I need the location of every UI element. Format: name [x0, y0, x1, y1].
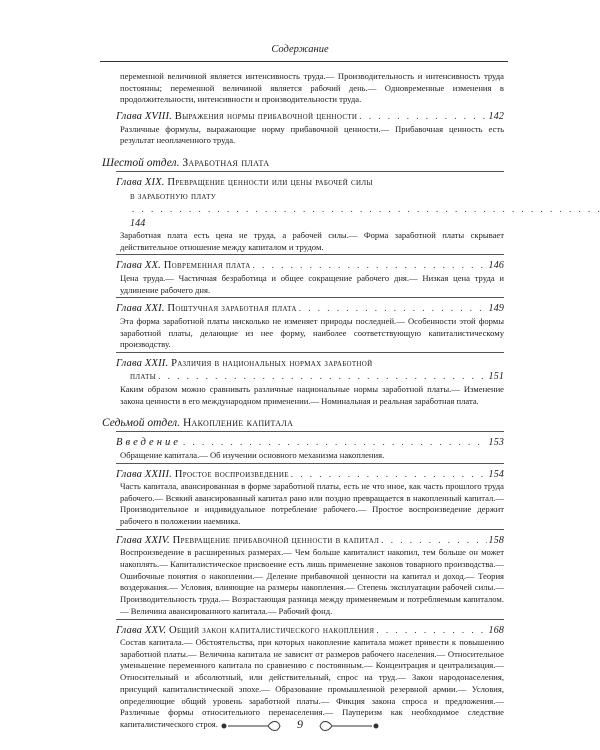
page-ref: 146: [488, 260, 504, 272]
toc-content: [102, 71, 504, 731]
section-label: Седьмой отдел.: [102, 417, 181, 430]
chapter-title: Повременная плата: [163, 260, 251, 272]
chapter-divider: [116, 352, 504, 353]
chapter-description: Обращение капитала.— Об изучении основного механизма накопления.: [120, 449, 385, 460]
chapter-title: Простое воспроизведение: [174, 468, 289, 480]
dot-leader: [359, 110, 486, 124]
chapter-description: Состав капитала.— Обстоятельства, при которых накопление капитала может привести к повышению заработной платы.— Величина капитала не зависит от размеров рабочего населения.— Относительное уменьшение переменного капитала по сравнению с постоянным.— Концентрация и централизация.— Относительный и абсолютный, или действительный, спрос на труд.— Закон народонаселения, присущий капиталистической эпохе.— Образование промышленной резервной армии.— Условия, определяющие общий уровень заработной платы.— Фикция закона спроса и предложения.— Различные формы относительного перенаселения.— Пауперизм как необходимое следствие капиталистического строя.: [120, 637, 504, 729]
chapter-title-line2: в заработную плату: [130, 190, 216, 202]
chapter-title-line2: платы: [130, 371, 157, 383]
chapter-20[interactable]: [116, 259, 504, 273]
chapter-divider: [116, 619, 504, 620]
chapter-title-line1: Превращение ценности или цены рабочей силы: [167, 177, 373, 189]
chapter-description: Эта форма заработной платы нисколько не изменяет природы последней.— Особенности этой формы заработной платы, делающие из нее форму, наиболее соответствующую капиталистическому производству.: [120, 315, 504, 350]
chapter-description: Цена труда.— Частичная безработица и общее сокращение рабочего дня.— Низкая цена труда и удлинение рабочего дня.: [120, 272, 504, 295]
chapter-divider: [116, 297, 504, 298]
chapter-21[interactable]: [116, 302, 504, 316]
chapter-divider: [116, 431, 504, 432]
page-ref: 151: [488, 371, 504, 383]
chapter-25[interactable]: [116, 624, 504, 638]
section-title: Накопление капитала: [182, 417, 294, 430]
dot-leader: [183, 436, 487, 450]
chapter-label: Глава XXII.: [116, 357, 169, 369]
chapter-22[interactable]: [116, 357, 504, 384]
chapter-label: Глава XIX.: [116, 177, 165, 189]
chapter-description: Воспроизведение в расширенных размерах.— Чем больше капиталист накопил, тем больше он может накоплять.— Капиталистическое присвоение есть лишь применение законов товарного производства.— Ошибочные понятия о накоплении.— Деление прибавочной ценности на капитал и доход.— Теория воздержания.— Условия, влияющие на размеры накопления.— Степень эксплуатации рабочей силы.— Производительность труда.— Возрастающая разница между применяемым и потребляемым капиталом.— Величина авансированного капитала.— Рабочий фонд.: [120, 547, 504, 616]
section-title: Заработная плата: [182, 157, 270, 170]
chapter-18[interactable]: [116, 110, 504, 124]
chapter-title-line1: Различия в национальных нормах заработной: [171, 357, 373, 369]
chapter-label: Глава XXV.: [116, 624, 167, 636]
chapter-title: Поштучная заработная плата: [167, 303, 297, 315]
page-ref: 149: [488, 303, 504, 315]
intro-label: Введение: [116, 437, 181, 449]
dot-leader: [299, 302, 487, 316]
chapter-description: Различные формулы, выражающие норму прибавочной ценности.— Прибавочная ценность есть результат неоплаченного труда.: [120, 123, 504, 146]
chapter-title: Превращение прибавочной ценности в капитал: [172, 534, 380, 546]
chapter-label: Глава XX.: [116, 260, 161, 272]
chapter-divider: [116, 463, 504, 464]
chapter-label: Глава XXIV.: [116, 534, 170, 546]
chapter-label: Глава XXI.: [116, 303, 165, 315]
chapter-description: Часть капитала, авансированная в форме заработной платы, есть не что иное, как часть прошлого труда рабочего.— Всякий авансированный капитал рано или поздно превращается в накопленный капитал.— Производительное и индивидуальное потребление рабочего.— Простое воспроизведение держит рабочего в положении наемника.: [120, 481, 504, 527]
dot-leader: [376, 624, 486, 638]
chapter-24[interactable]: [116, 534, 504, 548]
chapter-label: Глава XVIII.: [116, 111, 172, 123]
dot-leader: [381, 534, 486, 548]
chapter-divider: [116, 171, 504, 172]
page-number: 9: [297, 717, 303, 731]
dot-leader: [158, 370, 486, 384]
chapter-title: Выражения нормы прибавочной ценности: [174, 111, 358, 123]
chapter-description: Каким образом можно сравнивать различные национальные нормы заработной платы.— Изменение закона ценности в его международном применении.— Номинальная и реальная заработная плата.: [120, 383, 504, 406]
section-label: Шестой отдел.: [102, 157, 180, 170]
page-ref: 142: [488, 111, 504, 123]
dot-leader: [291, 468, 487, 482]
chapter-description: Заработная плата есть цена не труда, а рабочей силы.— Форма заработной платы скрывает действительное отношение между капиталом и трудом.: [120, 230, 504, 252]
page-ref: 144: [130, 217, 146, 229]
dot-leader: [132, 204, 600, 214]
section-7-heading: [102, 417, 504, 429]
running-head: Содержание: [271, 44, 329, 55]
chapter-label: Глава XXIII.: [116, 468, 172, 480]
dot-leader: [253, 259, 487, 273]
chapter-19[interactable]: [116, 176, 504, 230]
chapter-divider: [116, 529, 504, 530]
page-ref: 153: [488, 437, 504, 449]
chapter-title: Общий закон капиталистического накопления: [169, 624, 375, 636]
page-ref: 168: [488, 624, 504, 636]
section-6-heading: [102, 157, 504, 169]
chapter-divider: [116, 254, 504, 255]
continued-description: переменной величиной является интенсивность труда.— Производительность и интенсивность труда постоянны; переменной величиной является рабочий день.— Одновременные изменения в продолжительности, интенсивности и производительности труда.: [120, 71, 504, 105]
chapter-23[interactable]: [116, 468, 504, 482]
page-ref: 158: [488, 534, 504, 546]
introduction-entry[interactable]: [116, 436, 504, 450]
page-ref: 154: [488, 468, 504, 480]
header-rule: [100, 61, 508, 62]
